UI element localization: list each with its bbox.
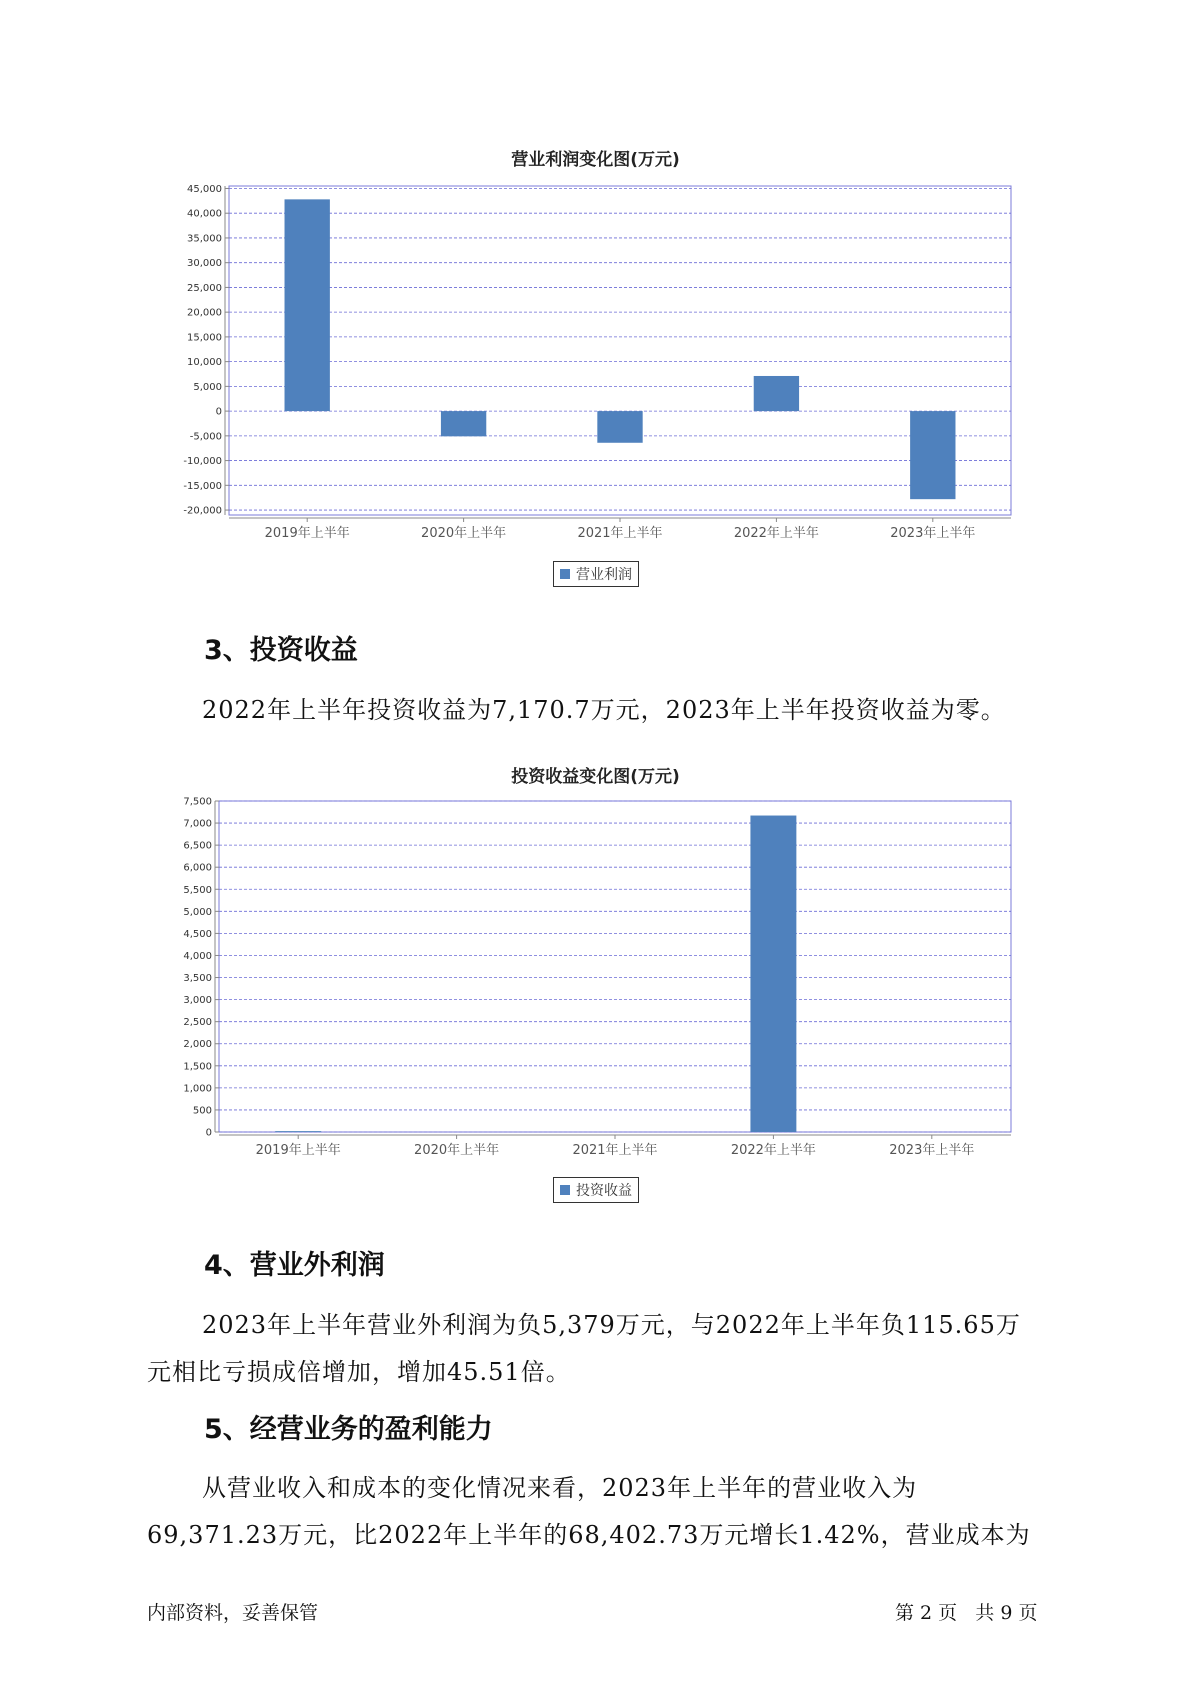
y-tick-label: 1,500 (183, 1061, 212, 1073)
y-tick-label: 3,500 (183, 973, 212, 985)
bar (597, 411, 642, 443)
y-tick-label: 15,000 (187, 332, 222, 344)
x-tick-label: 2023年上半年 (890, 526, 976, 541)
operating-profit-chart (0, 170, 1191, 550)
bar (275, 1131, 321, 1132)
x-tick-label: 2021年上半年 (577, 526, 663, 541)
y-tick-label: 35,000 (187, 233, 222, 245)
footer-confidential: 内部资料，妥善保管 (147, 1602, 319, 1624)
y-tick-label: 5,500 (183, 884, 212, 896)
y-tick-label: 0 (215, 406, 222, 418)
x-tick-label: 2022年上半年 (733, 526, 819, 541)
legend-swatch-icon (560, 1185, 570, 1195)
y-tick-label: -10,000 (183, 456, 222, 468)
y-tick-label: -20,000 (183, 505, 222, 517)
y-tick-label: 6,000 (183, 862, 212, 874)
section5-paragraph-line2: 69,371.23万元，比2022年上半年的68,402.73万元增长1.42%，营业成本为 (147, 1521, 1031, 1549)
plot-area (219, 801, 1011, 1132)
section3-paragraph: 2022年上半年投资收益为7,170.7万元，2023年上半年投资收益为零。 (202, 696, 1006, 724)
footer-page-number: 第 2 页 共 9 页 (895, 1602, 1038, 1624)
bar (750, 816, 796, 1132)
chart1-legend (553, 561, 639, 587)
section5-paragraph-line1: 从营业收入和成本的变化情况来看，2023年上半年的营业收入为 (202, 1474, 918, 1502)
y-tick-label: 4,500 (183, 928, 212, 940)
y-tick-label: 7,500 (183, 796, 212, 808)
plot-area (229, 186, 1011, 515)
y-tick-label: 40,000 (187, 208, 222, 220)
investment-income-chart (0, 785, 1191, 1165)
x-tick-label: 2020年上半年 (421, 526, 507, 541)
y-tick-label: 6,500 (183, 840, 212, 852)
y-tick-label: 2,500 (183, 1017, 212, 1029)
y-tick-label: 7,000 (183, 818, 212, 830)
y-tick-label: 500 (192, 1105, 212, 1117)
y-tick-label: 25,000 (187, 282, 222, 294)
x-tick-label: 2023年上半年 (889, 1143, 975, 1158)
y-tick-label: 45,000 (187, 183, 222, 195)
y-tick-label: 1,000 (183, 1083, 212, 1095)
y-tick-label: -15,000 (183, 480, 222, 492)
x-tick-label: 2021年上半年 (572, 1143, 658, 1158)
y-tick-label: 5,000 (193, 381, 222, 393)
bar (285, 199, 330, 411)
chart1-title: 营业利润变化图(万元) (511, 150, 680, 170)
chart2-title: 投资收益变化图(万元) (511, 767, 680, 787)
chart1-legend-label: 营业利润 (576, 567, 632, 583)
y-tick-label: -5,000 (189, 431, 222, 443)
section4-paragraph-line1: 2023年上半年营业外利润为负5,379万元，与2022年上半年负115.65万 (202, 1311, 1021, 1339)
section5-heading: 5、经营业务的盈利能力 (204, 1414, 493, 1445)
y-tick-label: 4,000 (183, 950, 212, 962)
y-tick-label: 30,000 (187, 258, 222, 270)
bar (910, 411, 955, 499)
section4-paragraph-line2: 元相比亏损成倍增加，增加45.51倍。 (147, 1358, 571, 1386)
x-tick-label: 2022年上半年 (730, 1143, 816, 1158)
y-tick-label: 0 (205, 1127, 212, 1139)
y-tick-label: 3,000 (183, 995, 212, 1007)
x-tick-label: 2020年上半年 (414, 1143, 500, 1158)
y-tick-label: 2,000 (183, 1039, 212, 1051)
chart2-legend (553, 1177, 639, 1203)
bar (441, 411, 486, 436)
bar (754, 376, 799, 411)
section3-heading: 3、投资收益 (204, 635, 358, 666)
y-tick-label: 20,000 (187, 307, 222, 319)
chart2-legend-label: 投资收益 (576, 1183, 632, 1199)
x-tick-label: 2019年上半年 (264, 526, 350, 541)
y-tick-label: 5,000 (183, 906, 212, 918)
section4-heading: 4、营业外利润 (204, 1250, 385, 1281)
y-tick-label: 10,000 (187, 357, 222, 369)
x-tick-label: 2019年上半年 (255, 1143, 341, 1158)
legend-swatch-icon (560, 569, 570, 579)
